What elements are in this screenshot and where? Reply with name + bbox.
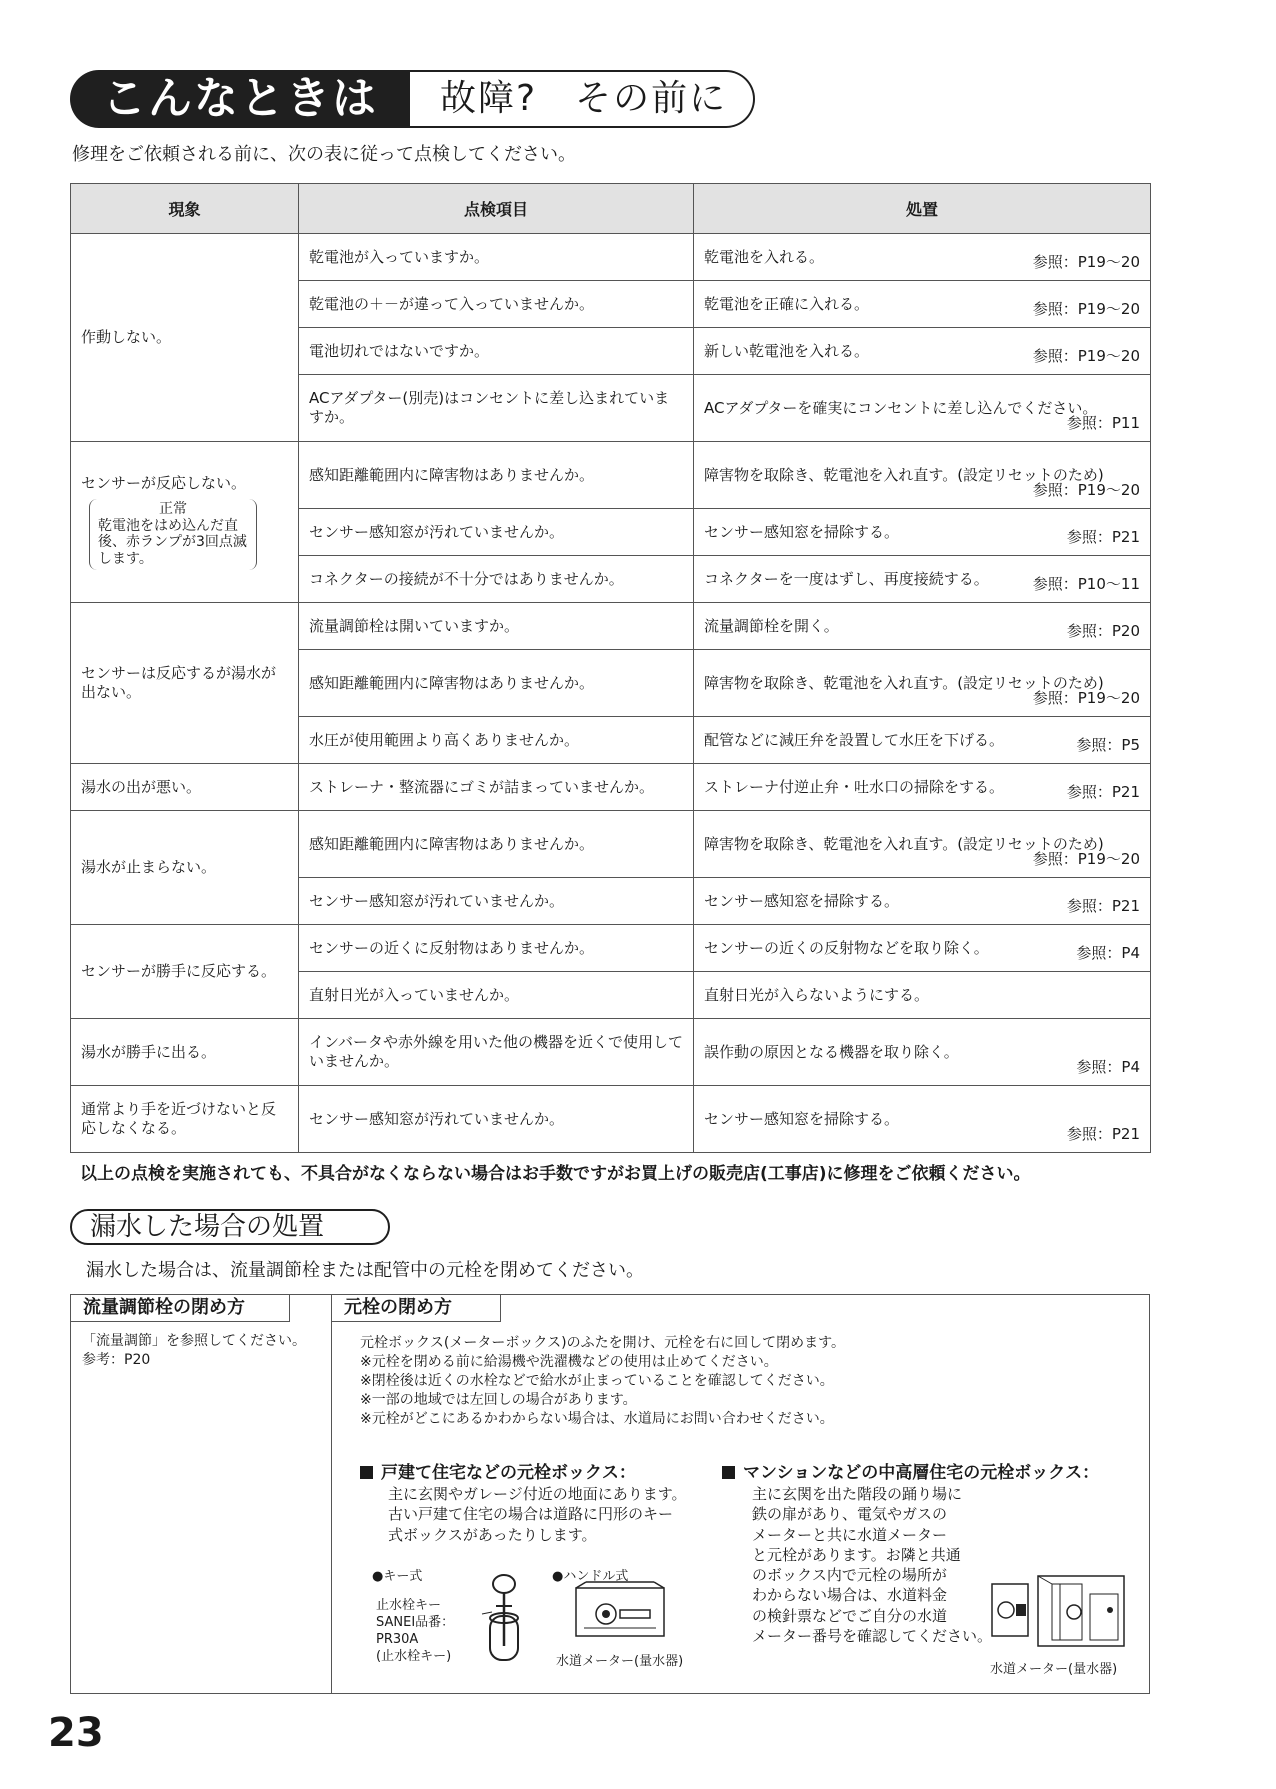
action-cell [694, 556, 1151, 603]
action-cell [694, 375, 1151, 442]
house-body-line: 主に玄関やガレージ付近の地面にあります。 [388, 1485, 687, 1503]
leak-box-divider [331, 1294, 332, 1694]
check-cell: センサー感知窓が汚れていませんか。 [299, 878, 694, 925]
reference-text: 参照：P19～20 [1032, 300, 1140, 319]
check-cell: ストレーナ・整流器にゴミが詰まっていませんか。 [299, 764, 694, 811]
phenomenon-text: 作動しない。 [81, 328, 172, 347]
house-body-line: 古い戸建て住宅の場合は道路に円形のキー [388, 1505, 674, 1524]
flow-valve-instructions [82, 1332, 322, 1370]
check-cell: コネクターの接続が不十分ではありませんか。 [299, 556, 694, 603]
mansion-body-line: メーターと共に水道メーター [752, 1525, 948, 1544]
phenomenon-text: 湯水が止まらない。 [81, 858, 217, 877]
repair-request-note: 以上の点検を実施されても、不具合がなくならない場合はお手数ですがお買上げの販売店(工事店)に修理をご依頼ください。 [80, 1164, 1031, 1184]
valve-key-icon [480, 1566, 540, 1666]
table-row [71, 603, 1151, 650]
action-cell [694, 650, 1151, 717]
table-row [71, 764, 1151, 811]
phenomenon-cell [71, 442, 299, 603]
action-text: ACアダプターを確実にコンセントに差し込んでください。 [704, 398, 1098, 417]
header-title-secondary: 故障? その前に [410, 70, 755, 128]
action-text: 乾電池を入れる。 [704, 247, 825, 266]
house-box-body [388, 1484, 728, 1545]
page-header [70, 70, 750, 130]
leak-intro-text: 漏水した場合は、流量調節栓または配管中の元栓を閉めてください。 [86, 1260, 644, 1281]
check-cell: 水圧が使用範囲より高くありませんか。 [299, 717, 694, 764]
house-box-title-text: 戸建て住宅などの元栓ボックス： [381, 1463, 636, 1483]
square-bullet-icon [722, 1466, 735, 1479]
action-text: センサー感知窓を掃除する。 [704, 891, 900, 910]
phenomenon-cell [71, 1086, 299, 1153]
check-cell: センサーの近くに反射物はありませんか。 [299, 925, 694, 972]
caption-line: (止水栓キー) [376, 1648, 452, 1664]
troubleshooting-table [70, 183, 1151, 1153]
action-text: 障害物を取除き、乾電池を入れ直す。(設定リセットのため) [704, 673, 1104, 692]
action-cell [694, 442, 1151, 509]
action-text: センサー感知窓を掃除する。 [704, 522, 900, 541]
action-cell [694, 764, 1151, 811]
intro-text: 修理をご依頼される前に、次の表に従って点検してください。 [72, 144, 576, 165]
instruction-line: 元栓ボックス(メーターボックス)のふたを開け、元栓を右に回して閉めます。 [360, 1335, 845, 1351]
caption-line: SANEI品番： [376, 1614, 455, 1630]
mansion-body-line: と元栓があります。お隣と共通 [752, 1545, 961, 1564]
mansion-box-body [752, 1484, 992, 1646]
check-cell: 感知距離範囲内に障害物はありませんか。 [299, 811, 694, 878]
page-number: 23 [48, 1710, 104, 1756]
check-cell: インバータや赤外線を用いた他の機器を近くで使用していませんか。 [299, 1019, 694, 1086]
table-row [71, 1019, 1151, 1086]
phenomenon-cell [71, 1019, 299, 1086]
action-text: 配管などに減圧弁を設置して水圧を下げる。 [704, 730, 1005, 749]
check-cell: センサー感知窓が汚れていませんか。 [299, 509, 694, 556]
handle-type-label: ●ハンドル式 [552, 1569, 629, 1584]
instruction-line: ※元栓を閉める前に給湯機や洗濯機などの使用は止めてください。 [360, 1353, 778, 1370]
check-cell: 流量調節栓は開いていますか。 [299, 603, 694, 650]
phenomenon-cell [71, 811, 299, 925]
meter-box-icon [990, 1570, 1130, 1652]
mansion-body-line: 鉄の扉があり、電気やガスの [752, 1505, 948, 1524]
table-row [71, 234, 1151, 281]
phenomenon-text: センサーが反応しない。 [81, 474, 247, 493]
reference-text: 参照：P5 [1076, 736, 1140, 755]
action-cell [694, 603, 1151, 650]
action-cell [694, 509, 1151, 556]
instruction-line: ※閉栓後は近くの水栓などで給水が止まっていることを確認してください。 [360, 1372, 834, 1389]
phenomenon-cell [71, 925, 299, 1019]
square-bullet-icon [360, 1466, 373, 1479]
reference-text: 参照：P19～20 [1032, 253, 1140, 272]
phenomenon-cell [71, 234, 299, 442]
reference-text: 参照：P19～20 [1032, 481, 1140, 500]
leak-section-title: 漏水した場合の処置 [70, 1209, 390, 1245]
reference-text: 参照：P4 [1076, 1058, 1140, 1077]
reference-text: 参照：P21 [1066, 783, 1140, 802]
table-row [71, 925, 1151, 972]
action-cell [694, 878, 1151, 925]
action-text: 流量調節栓を開く。 [704, 616, 839, 635]
action-text: コネクターを一度はずし、再度接続する。 [704, 569, 989, 588]
phenomenon-text: センサーが勝手に反応する。 [81, 962, 277, 981]
reference-text: 参照：P19～20 [1032, 850, 1140, 869]
action-text: 誤作動の原因となる機器を取り除く。 [704, 1042, 959, 1061]
reference-text: 参照：P19～20 [1032, 347, 1140, 366]
table-row [71, 442, 1151, 509]
action-cell [694, 925, 1151, 972]
action-cell [694, 234, 1151, 281]
action-text: 障害物を取除き、乾電池を入れ直す。(設定リセットのため) [704, 834, 1104, 853]
note-title: 正常 [159, 500, 187, 517]
table-row [71, 1086, 1151, 1153]
reference-text: 参照：P11 [1066, 414, 1140, 433]
action-text: ストレーナ付逆止弁・吐水口の掃除をする。 [704, 777, 1005, 796]
mansion-body-line: のボックス内で元栓の場所が [752, 1566, 947, 1584]
normal-note-box [89, 499, 257, 570]
mansion-box-title-text: マンションなどの中高層住宅の元栓ボックス： [743, 1463, 1100, 1483]
phenomenon-text: 湯水の出が悪い。 [81, 777, 202, 796]
mansion-body-line: の検針票などでご自分の水道 [752, 1606, 948, 1625]
instruction-line: ※一部の地域では左回しの場合があります。 [360, 1391, 637, 1408]
action-text: 直射日光が入らないようにする。 [704, 985, 930, 1004]
meter-caption-mansion: 水道メーター(量水器) [990, 1662, 1118, 1677]
handle-meter-icon [570, 1580, 670, 1644]
caption-line: PR30A [376, 1631, 419, 1647]
action-cell [694, 972, 1151, 1019]
flow-valve-ref: 参考：P20 [82, 1351, 151, 1368]
instruction-line: ※元栓がどこにあるかわからない場合は、水道局にお問い合わせください。 [360, 1410, 834, 1427]
action-text: センサーの近くの反射物などを取り除く。 [704, 938, 989, 957]
action-text: 乾電池を正確に入れる。 [704, 294, 870, 313]
action-cell [694, 281, 1151, 328]
action-cell [694, 1019, 1151, 1086]
main-valve-tab: 元栓の閉め方 [331, 1294, 501, 1322]
reference-text: 参照：P19～20 [1032, 689, 1140, 708]
action-cell [694, 717, 1151, 764]
key-type-label: ●キー式 [372, 1569, 423, 1584]
reference-text: 参照：P4 [1076, 944, 1140, 963]
action-cell [694, 1086, 1151, 1153]
house-box-title [360, 1458, 636, 1483]
column-header-check: 点検項目 [299, 184, 694, 234]
action-cell [694, 328, 1151, 375]
reference-text: 参照：P21 [1066, 1125, 1140, 1144]
flow-valve-tab: 流量調節栓の閉め方 [70, 1294, 290, 1322]
main-valve-instructions [360, 1334, 1140, 1428]
mansion-body-line: わからない場合は、水道料金 [752, 1586, 948, 1605]
phenomenon-text: 通常より手を近づけないと反応しなくなる。 [81, 1100, 277, 1137]
action-text: センサー感知窓を掃除する。 [704, 1109, 900, 1128]
mansion-box-title [722, 1458, 1099, 1483]
check-cell: 乾電池の＋－が違って入っていませんか。 [299, 281, 694, 328]
check-cell: 乾電池が入っていますか。 [299, 234, 694, 281]
check-cell: センサー感知窓が汚れていませんか。 [299, 1086, 694, 1153]
check-cell: ACアダプター(別売)はコンセントに差し込まれていますか。 [299, 375, 694, 442]
phenomenon-cell [71, 603, 299, 764]
valve-key-caption [376, 1598, 454, 1666]
phenomenon-text: 湯水が勝手に出る。 [81, 1042, 217, 1061]
check-cell: 感知距離範囲内に障害物はありませんか。 [299, 650, 694, 717]
reference-text: 参照：P20 [1066, 622, 1140, 641]
reference-text: 参照：P21 [1066, 897, 1140, 916]
action-text: 障害物を取除き、乾電池を入れ直す。(設定リセットのため) [704, 465, 1104, 484]
mansion-body-line: 主に玄関を出た階段の踊り場に [752, 1485, 963, 1503]
check-cell: 電池切れではないですか。 [299, 328, 694, 375]
phenomenon-cell [71, 764, 299, 811]
action-text: 新しい乾電池を入れる。 [704, 341, 870, 360]
phenomenon-text: センサーは反応するが湯水が出ない。 [81, 664, 277, 701]
header-title-primary: こんなときは [70, 70, 410, 128]
flow-valve-line: 「流量調節」を参照してください。 [82, 1333, 306, 1349]
mansion-body-line: メーター番号を確認してください。 [752, 1626, 993, 1645]
column-header-phenomenon: 現象 [71, 184, 299, 234]
meter-caption-house: 水道メーター(量水器) [556, 1654, 684, 1669]
house-body-line: 式ボックスがあったりします。 [388, 1525, 597, 1544]
check-cell: 直射日光が入っていませんか。 [299, 972, 694, 1019]
column-header-action: 処置 [694, 184, 1151, 234]
caption-line: 止水栓キー [376, 1598, 442, 1613]
reference-text: 参照：P10～11 [1032, 575, 1140, 594]
reference-text: 参照：P21 [1066, 528, 1140, 547]
check-cell: 感知距離範囲内に障害物はありませんか。 [299, 442, 694, 509]
action-cell [694, 811, 1151, 878]
table-header-row [71, 184, 1151, 234]
table-row [71, 811, 1151, 878]
note-body: 乾電池をはめ込んだ直後、赤ランプが3回点滅します。 [98, 517, 247, 568]
